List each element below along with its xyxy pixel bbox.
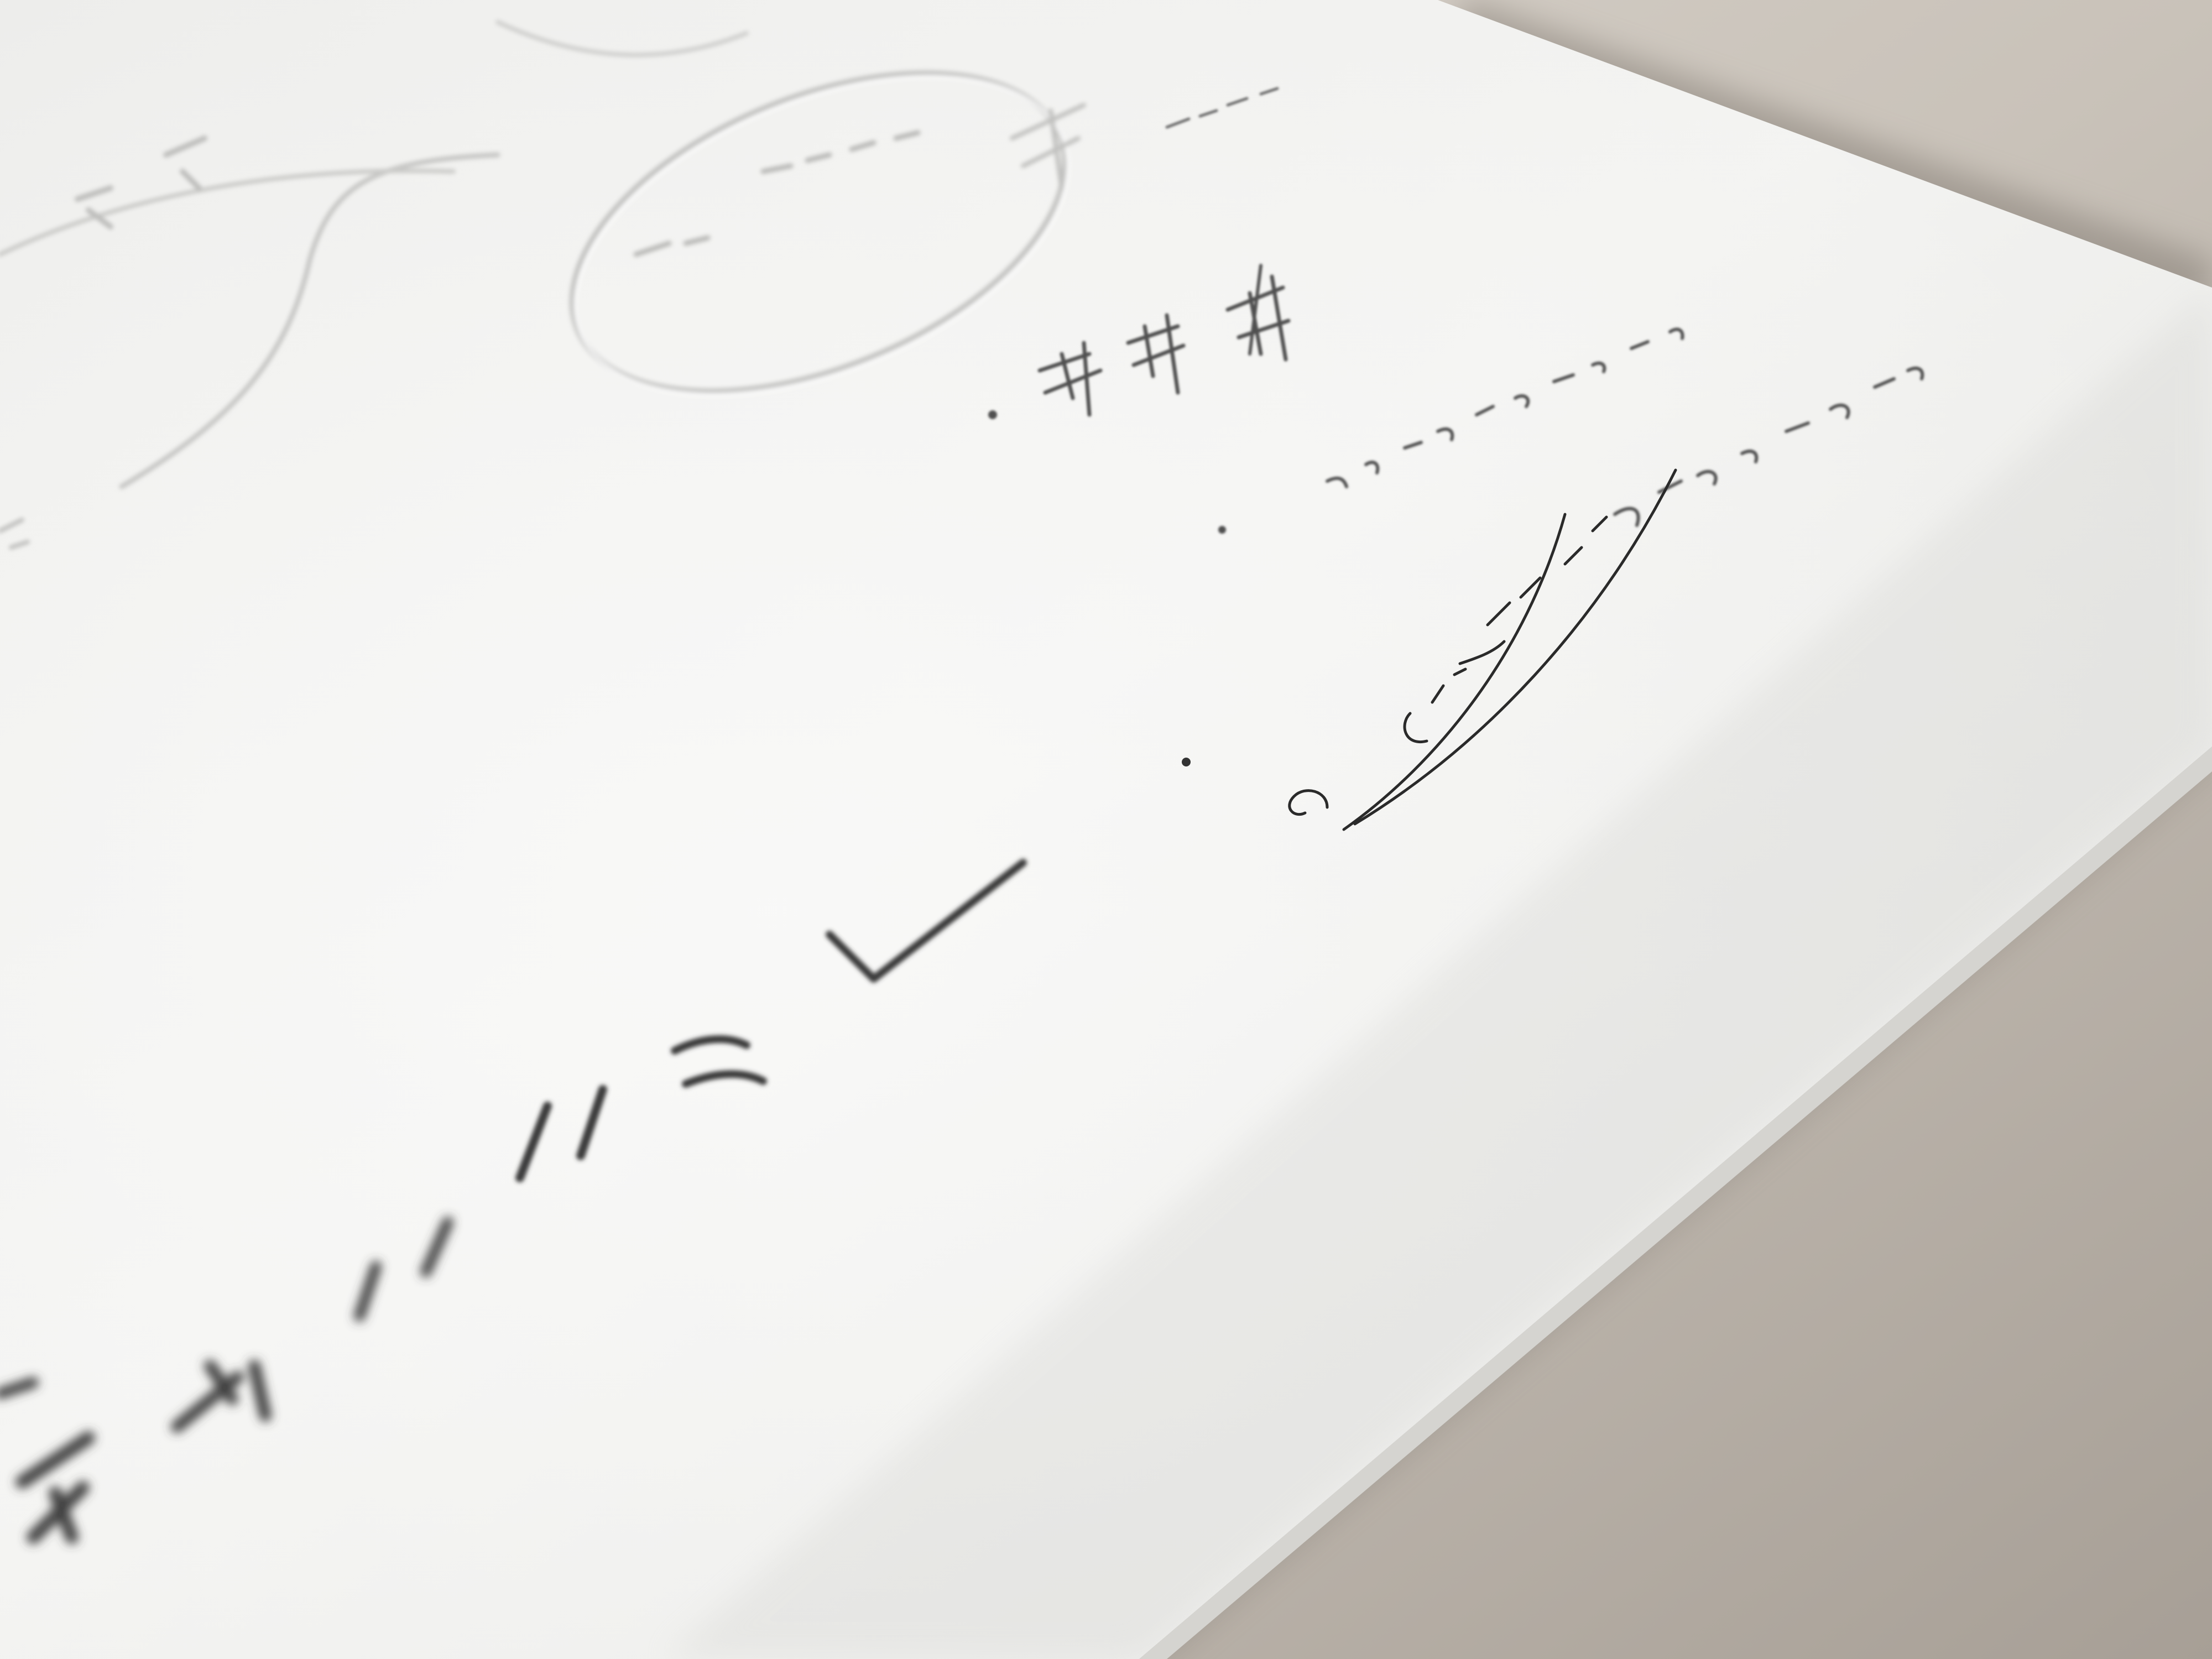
ink-dot bbox=[1182, 758, 1191, 766]
handwriting-dot bbox=[988, 410, 997, 419]
handwriting-period bbox=[1218, 526, 1226, 534]
